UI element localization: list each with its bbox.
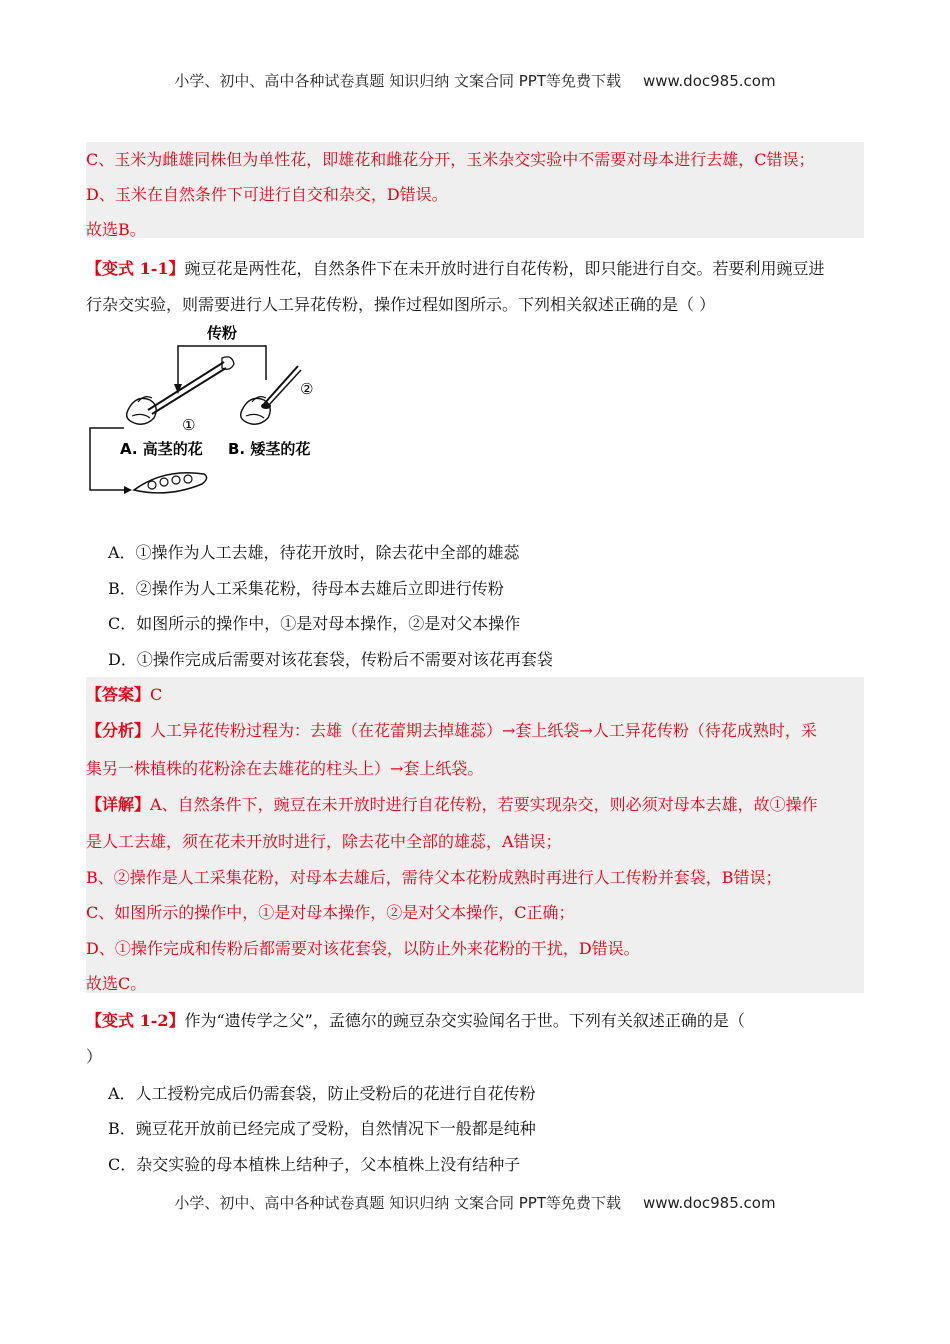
- label-a: A. 高茎的花: [120, 440, 203, 458]
- detail-3: B、②操作是人工采集花粉，对母本去雄后，需待父本花粉成熟时再进行人工传粉并套袋，B错误；: [86, 868, 782, 887]
- pea-pod-icon: [134, 473, 207, 493]
- detail-2: 是人工去雄，须在花未开放时进行，除去花中全部的雄蕊，A错误；: [86, 832, 562, 851]
- analysis-1: 人工异花传粉过程为：去雄（在花蕾期去掉雄蕊）→套上纸袋→人工异花传粉（待花成熟时，采: [150, 721, 817, 740]
- prev-choice: 故选B。: [86, 220, 146, 239]
- q1-detail-line-1: [86, 792, 876, 815]
- q1-stem-line-1: [86, 256, 876, 279]
- prev-line-d: D、玉米在自然条件下可进行自交和杂交，D错误。: [86, 185, 448, 204]
- q2-tag: 【变式 1-2】: [86, 1011, 185, 1030]
- q1-stem-2: 行杂交实验，则需要进行人工异花传粉，操作过程如图所示。下列相关叙述正确的是（ ）: [86, 295, 716, 314]
- footer-url[interactable]: www.doc985.com: [642, 1194, 776, 1212]
- q1-stem-1: 豌豆花是两性花，自然条件下在未开放时进行自花传粉，即只能进行自交。若要利用豌豆进: [184, 259, 825, 278]
- result-arrow: [90, 428, 126, 490]
- q1-option-b[interactable]: B．②操作为人工采集花粉，待母本去雄后立即进行传粉: [108, 579, 504, 598]
- q2-stem-line-1: [86, 1008, 876, 1031]
- answer-value: C: [150, 685, 163, 704]
- q1-option-c[interactable]: C．如图所示的操作中，①是对母本操作，②是对父本操作: [108, 614, 521, 633]
- page-header: [0, 70, 950, 91]
- pollination-figure: [86, 318, 336, 498]
- answer-tag: 【答案】: [86, 685, 151, 704]
- q2-option-a[interactable]: A．人工授粉完成后仍需套袋，防止受粉后的花进行自花传粉: [108, 1084, 536, 1103]
- q1-answer-line: [86, 682, 876, 705]
- detail-5: D、①操作完成和传粉后都需要对该花套袋，以防止外来花粉的干扰，D错误。: [86, 939, 640, 958]
- q1-choice: 故选C。: [86, 974, 147, 993]
- q1-analysis-line-1: [86, 718, 876, 741]
- page-footer: [0, 1192, 950, 1213]
- footer-text: 小学、初中、高中各种试卷真题 知识归纳 文案合同 PPT等免费下载: [174, 1194, 621, 1212]
- flower-a: [127, 397, 157, 425]
- pollination-label: 传粉: [206, 324, 238, 342]
- q1-option-a[interactable]: A．①操作为人工去雄，待花开放时，除去花中全部的雄蕊: [108, 543, 520, 562]
- q2-stem-1: 作为“遗传学之父”，孟德尔的豌豆杂交实验闻名于世。下列有关叙述正确的是（: [184, 1011, 745, 1030]
- detail-1: A、自然条件下，豌豆在未开放时进行自花传粉，若要实现杂交，则必须对母本去雄，故①操作: [150, 795, 818, 814]
- mark-2: ②: [300, 380, 314, 398]
- header-text: 小学、初中、高中各种试卷真题 知识归纳 文案合同 PPT等免费下载: [174, 72, 621, 90]
- prev-line-c: C、玉米为雌雄同株但为单性花，即雄花和雌花分开，玉米杂交实验中不需要对母本进行去雄，C错误；: [86, 150, 815, 169]
- detail-tag: 【详解】: [86, 795, 151, 814]
- q1-option-d[interactable]: D．①操作完成后需要对该花套袋，传粉后不需要对该花再套袋: [108, 650, 553, 669]
- result-arrowhead: [124, 486, 132, 494]
- mark-1: ①: [182, 416, 196, 434]
- q1-tag: 【变式 1-1】: [86, 259, 185, 278]
- q2-option-c[interactable]: C．杂交实验的母本植株上结种子，父本植株上没有结种子: [108, 1155, 521, 1174]
- header-url[interactable]: www.doc985.com: [642, 72, 776, 90]
- analysis-tag: 【分析】: [86, 721, 151, 740]
- detail-4: C、如图所示的操作中，①是对母本操作，②是对父本操作，C正确；: [86, 903, 575, 922]
- label-b: B. 矮茎的花: [228, 440, 311, 458]
- analysis-2: 集另一株植株的花粉涂在去雄花的柱头上）→套上纸袋。: [86, 759, 484, 778]
- q2-option-b[interactable]: B．豌豆花开放前已经完成了受粉，自然情况下一般都是纯种: [108, 1119, 536, 1138]
- q2-stem-2: ）: [86, 1047, 103, 1066]
- forceps-1-icon: [148, 357, 234, 414]
